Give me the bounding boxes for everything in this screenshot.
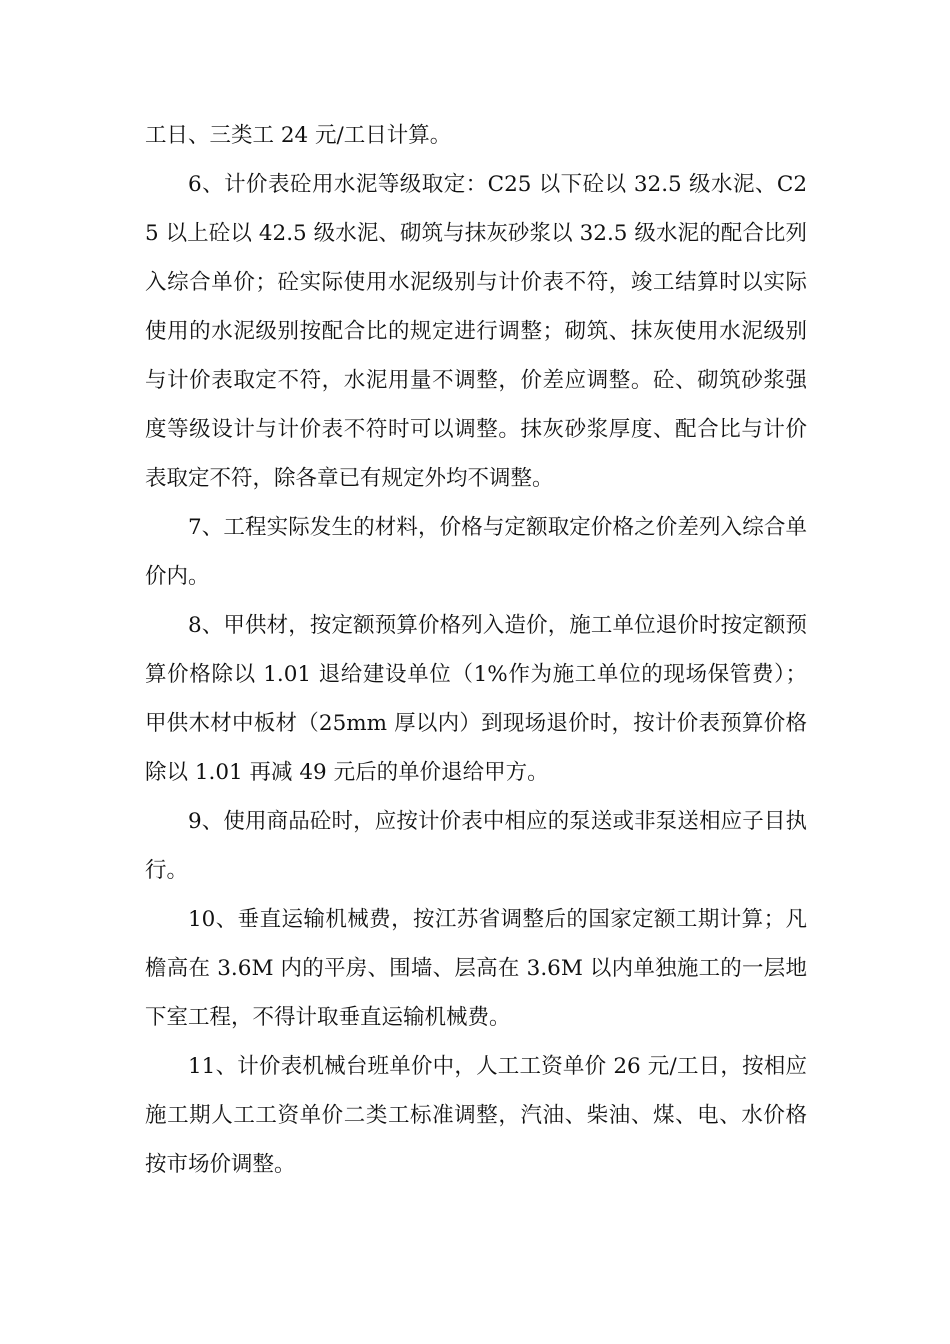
paragraph-continuation: 工日、三类工 24 元/工日计算。 [145,123,452,148]
paragraph-item-10: 10、垂直运输机械费，按江苏省调整后的国家定额工期计算；凡檐高在 3.6M 内的平房、围墙、层高在 3.6M 以内单独施工的一层地下室工程，不得计取垂直运输机械费。 [145,907,807,1030]
paragraph-item-6: 6、计价表砼用水泥等级取定：C25 以下砼以 32.5 级水泥、C25 以上砼以 42.5 级水泥、砌筑与抹灰砂浆以 32.5 级水泥的配合比列入综合单价；砼实际使用水泥级别与计价表不符，竣工结算时以实际使用的水泥级别按配合比的规定进行调整；砌筑、抹灰使用水泥级别与计价表取定不符，水泥用量不调整，价差应调整。砼、砌筑砂浆强度等级设计与计价表不符时可以调整。抹灰砂浆厚度、配合比与计价表取定不符，除各章已有规定外均不调整。 [145,172,807,491]
document-page [145,111,807,1189]
paragraph-item-9: 9、使用商品砼时，应按计价表中相应的泵送或非泵送相应子目执行。 [145,809,807,883]
paragraph-item-11: 11、计价表机械台班单价中，人工工资单价 26 元/工日，按相应施工期人工工资单价二类工标准调整，汽油、柴油、煤、电、水价格按市场价调整。 [145,1054,807,1177]
paragraph-item-7: 7、工程实际发生的材料，价格与定额取定价格之价差列入综合单价内。 [145,515,807,589]
paragraph-item-8: 8、甲供材，按定额预算价格列入造价，施工单位退价时按定额预算价格除以 1.01 退给建设单位（1%作为施工单位的现场保管费）；甲供木材中板材（25mm 厚以内）到现场退价时，按计价表预算价格除以 1.01 再减 49 元后的单价退给甲方。 [145,613,807,785]
